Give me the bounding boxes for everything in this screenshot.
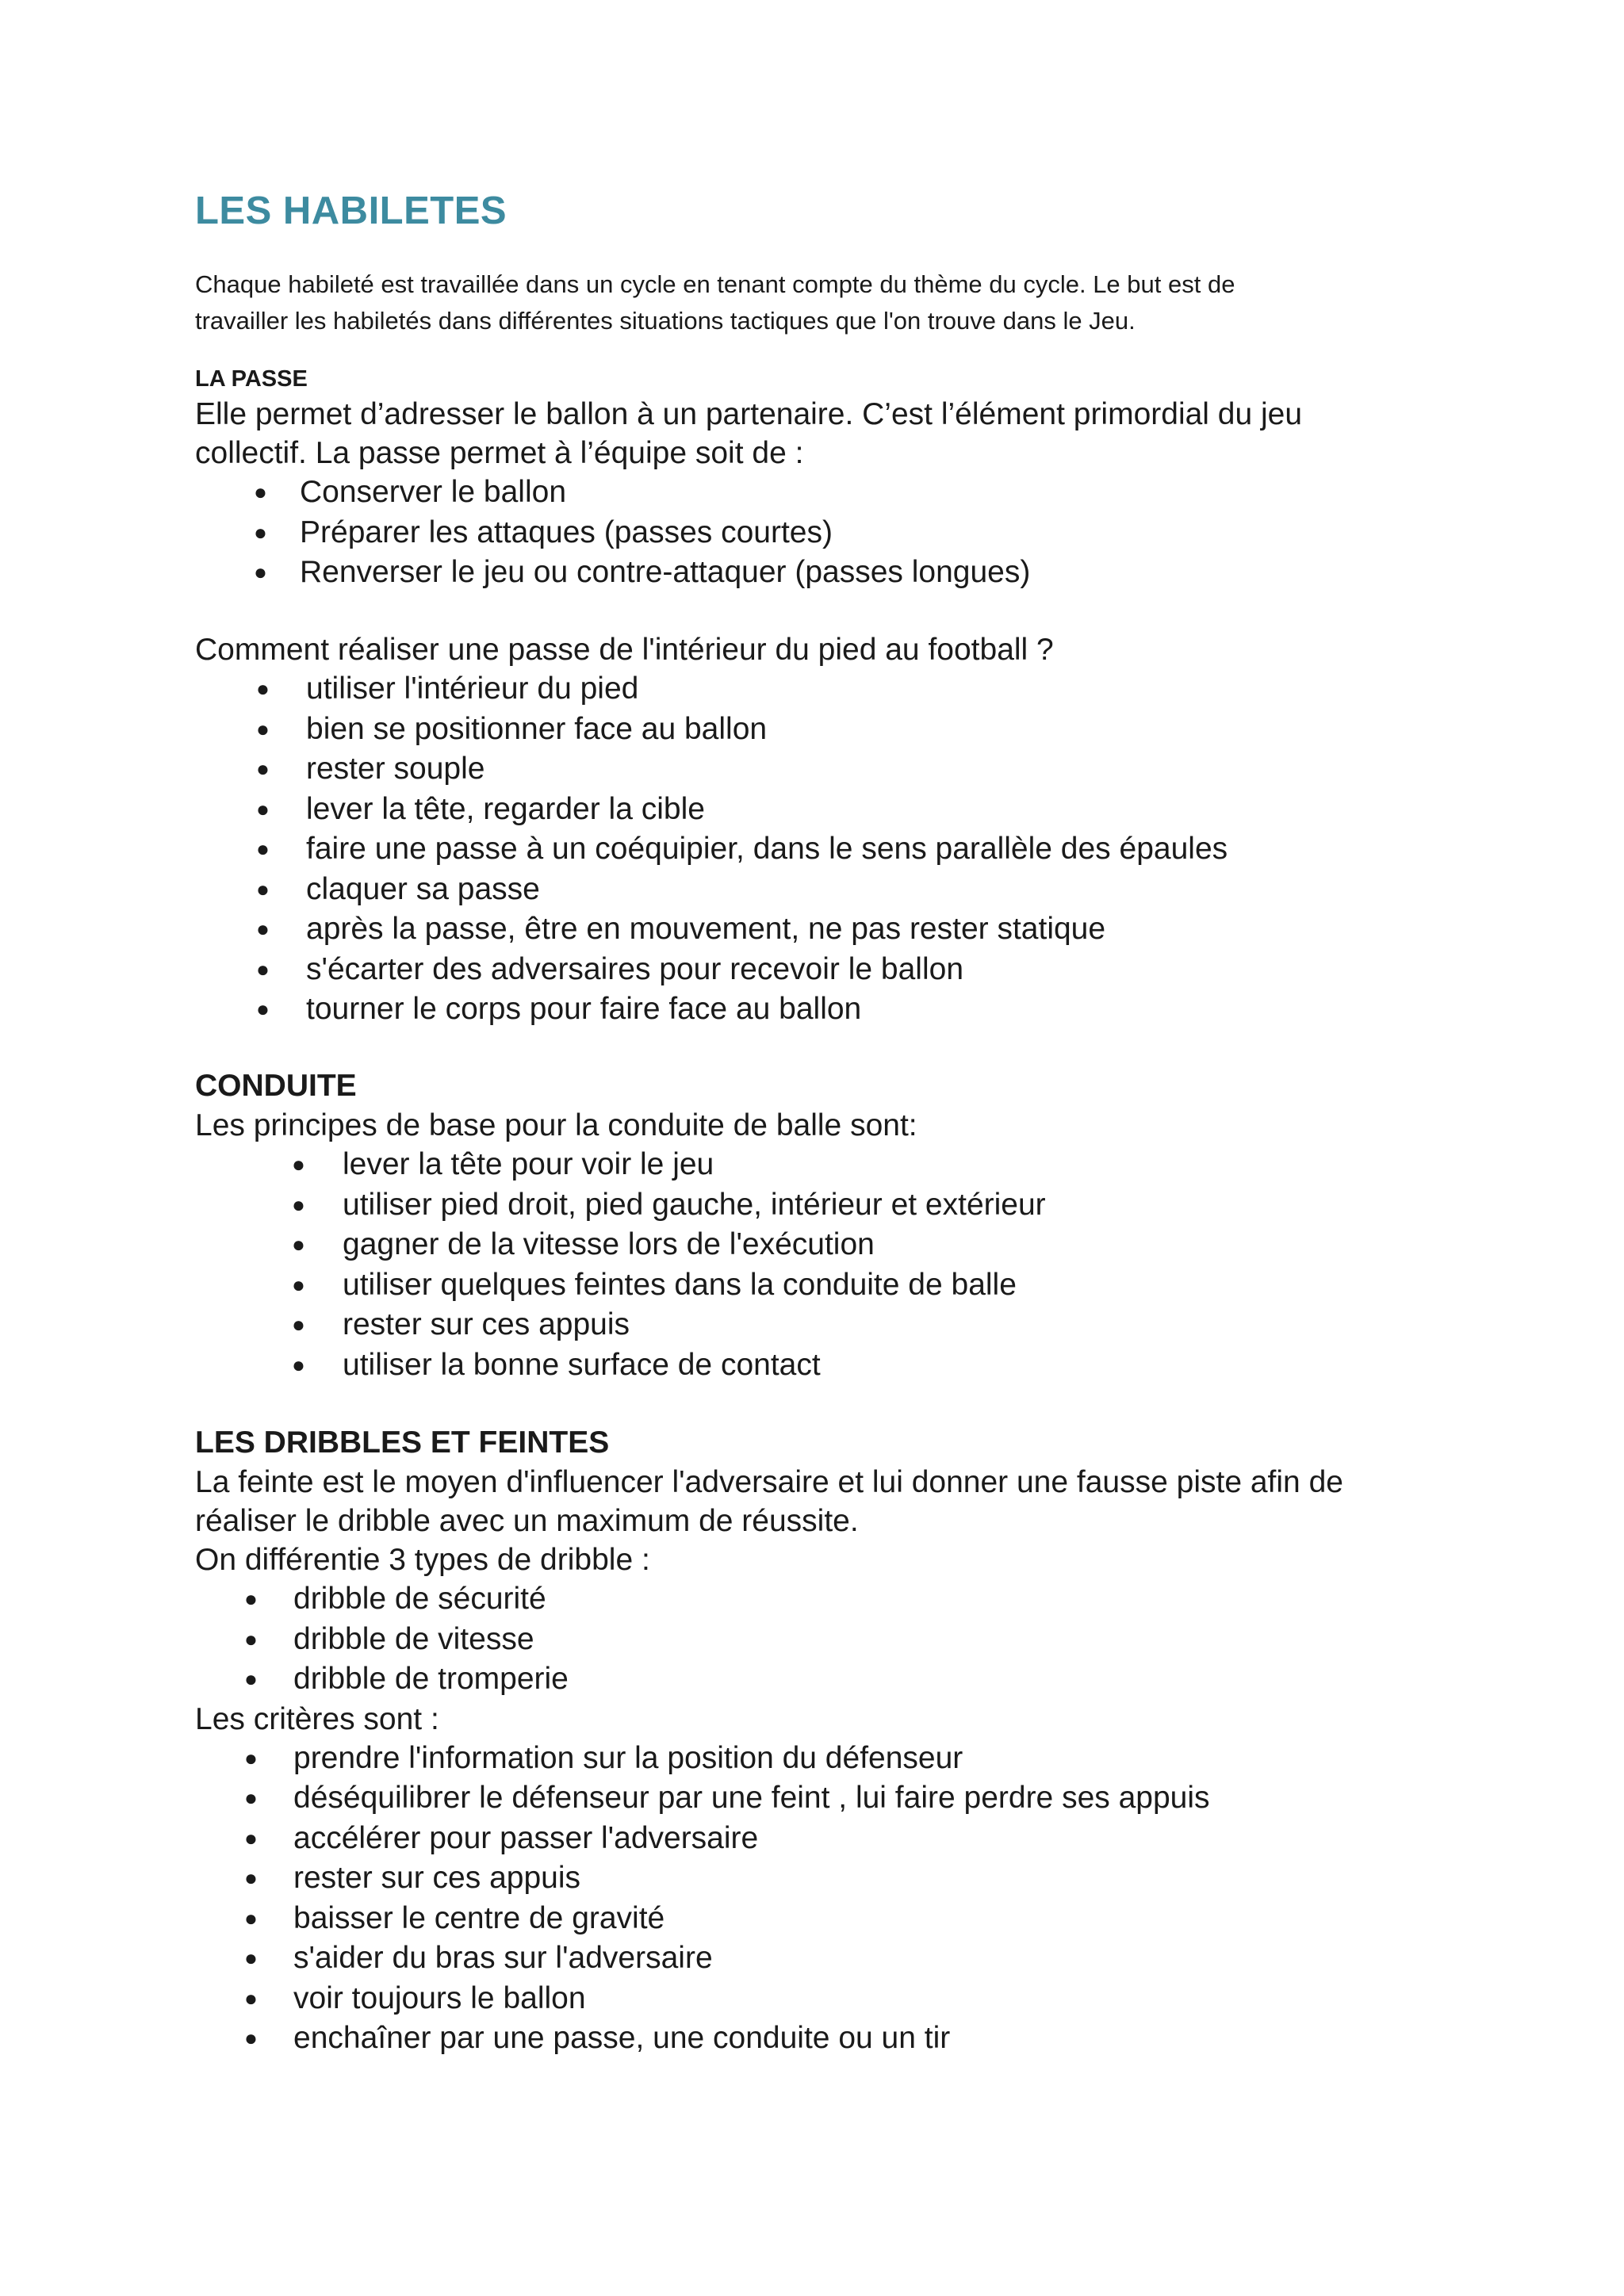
list-item: ● Conserver le ballon: [195, 473, 1448, 513]
section-conduite: [195, 1066, 1448, 1385]
section-heading-dribbles: LES DRIBBLES ET FEINTES: [195, 1425, 610, 1460]
list-item: ● dribble de tromperie: [195, 1659, 1448, 1700]
bullet-icon: ●: [256, 836, 270, 861]
bullet-icon: ●: [254, 519, 267, 545]
bullet-icon: ●: [244, 1905, 258, 1931]
conduite-list: [195, 1145, 1448, 1385]
list-item: ● lever la tête, regarder la cible: [195, 790, 1448, 830]
bullet-icon: ●: [244, 1866, 258, 1890]
bullet-icon: ●: [292, 1232, 305, 1257]
list-item: ● utiliser la bonne surface de contact: [195, 1345, 1448, 1386]
bullet-icon: ●: [244, 1745, 258, 1770]
conduite-intro: Les principes de base pour la conduite de balle sont:: [195, 1108, 917, 1142]
intro-line: Chaque habileté est travaillée dans un cycle en tenant compte du thème du cycle. Le but est de: [195, 270, 1235, 298]
section-heading-conduite: CONDUITE: [195, 1069, 357, 1103]
bullet-icon: ●: [244, 1586, 258, 1611]
bullet-icon: ●: [256, 676, 270, 701]
bullet-icon: ●: [256, 756, 270, 781]
bullet-icon: ●: [256, 796, 270, 821]
list-item: ● dribble de sécurité: [195, 1579, 1448, 1620]
list-item: ● dribble de vitesse: [195, 1620, 1448, 1660]
list-item: ● gagner de la vitesse lors de l'exécution: [195, 1225, 1448, 1265]
list-item: ● rester souple: [195, 749, 1448, 790]
list-item: ● rester sur ces appuis: [195, 1858, 1448, 1899]
list-item: ● voir toujours le ballon: [195, 1979, 1448, 2019]
list-item: ● déséquilibrer le défenseur par une feint , lui faire perdre ses appuis: [195, 1778, 1448, 1819]
bullet-icon: ●: [244, 1667, 258, 1691]
dribble-types-intro: On différentie 3 types de dribble :: [195, 1543, 650, 1577]
list-item: ● bien se positionner face au ballon: [195, 710, 1448, 750]
list-item: ● utiliser quelques feintes dans la conduite de balle: [195, 1265, 1448, 1306]
bullet-icon: ●: [256, 876, 270, 901]
bullet-icon: ●: [256, 916, 270, 941]
bullet-icon: ●: [256, 716, 270, 741]
passe-description-line: collectif. La passe permet à l’équipe soit de :: [195, 436, 804, 470]
list-item: ● s'aider du bras sur l'adversaire: [195, 1938, 1448, 1979]
bullet-icon: ●: [292, 1272, 305, 1297]
bullet-icon: ●: [244, 1825, 258, 1850]
section-passe: [195, 363, 1448, 593]
list-item: ● accélérer pour passer l'adversaire: [195, 1819, 1448, 1859]
page-title: LES HABILETES: [195, 189, 508, 232]
bullet-icon: ●: [254, 560, 267, 584]
section-dribbles: [195, 1423, 1448, 2059]
section-passe-technique: [195, 630, 1448, 1030]
bullet-icon: ●: [292, 1152, 305, 1177]
bullet-icon: ●: [254, 480, 267, 504]
list-item: ● faire une passe à un coéquipier, dans le sens parallèle des épaules: [195, 829, 1448, 870]
bullet-icon: ●: [244, 1626, 258, 1651]
list-item: ● baisser le centre de gravité: [195, 1899, 1448, 1939]
bullet-icon: ●: [256, 956, 270, 982]
list-item: ● enchaîner par une passe, une conduite ou un tir: [195, 2019, 1448, 2059]
passe-description-line: Elle permet d’adresser le ballon à un partenaire. C’est l’élément primordial du jeu: [195, 397, 1303, 431]
intro-paragraph: [195, 266, 1432, 339]
dribble-criteria-list: [195, 1739, 1448, 2059]
list-item: ● Préparer les attaques (passes courtes): [195, 513, 1448, 553]
list-item: ● utiliser pied droit, pied gauche, intérieur et extérieur: [195, 1185, 1448, 1226]
bullet-icon: ●: [292, 1192, 305, 1217]
list-item: ● claquer sa passe: [195, 870, 1448, 910]
dribbles-description-line: La feinte est le moyen d'influencer l'adversaire et lui donner une fausse piste afin de: [195, 1465, 1343, 1499]
dribble-types-list: [195, 1579, 1448, 1700]
bullet-icon: ●: [256, 997, 270, 1021]
intro-line: travailler les habiletés dans différentes situations tactiques que l'on trouve dans le Jeu.: [195, 307, 1136, 335]
bullet-icon: ●: [244, 1785, 258, 1810]
list-item: ● prendre l'information sur la position du défenseur: [195, 1739, 1448, 1779]
passe-goals-list: [195, 473, 1448, 593]
criteria-intro: Les critères sont :: [195, 1701, 439, 1736]
bullet-icon: ●: [244, 1946, 258, 1970]
bullet-icon: ●: [244, 2026, 258, 2050]
list-item: ● après la passe, être en mouvement, ne pas rester statique: [195, 909, 1448, 950]
bullet-icon: ●: [244, 1985, 258, 2011]
list-item: ● tourner le corps pour faire face au ballon: [195, 989, 1448, 1030]
bullet-icon: ●: [292, 1312, 305, 1337]
list-item: ● Renverser le jeu ou contre-attaquer (passes longues): [195, 553, 1448, 593]
passe-question: Comment réaliser une passe de l'intérieur du pied au football ?: [195, 633, 1054, 667]
section-heading-passe: LA PASSE: [195, 366, 308, 392]
list-item: ● s'écarter des adversaires pour recevoir le ballon: [195, 950, 1448, 990]
list-item: ● lever la tête pour voir le jeu: [195, 1145, 1448, 1185]
passe-steps-list: [195, 669, 1448, 1030]
list-item: ● rester sur ces appuis: [195, 1305, 1448, 1345]
dribbles-description-line: réaliser le dribble avec un maximum de réussite.: [195, 1504, 859, 1538]
list-item: ● utiliser l'intérieur du pied: [195, 669, 1448, 710]
bullet-icon: ●: [292, 1352, 305, 1377]
